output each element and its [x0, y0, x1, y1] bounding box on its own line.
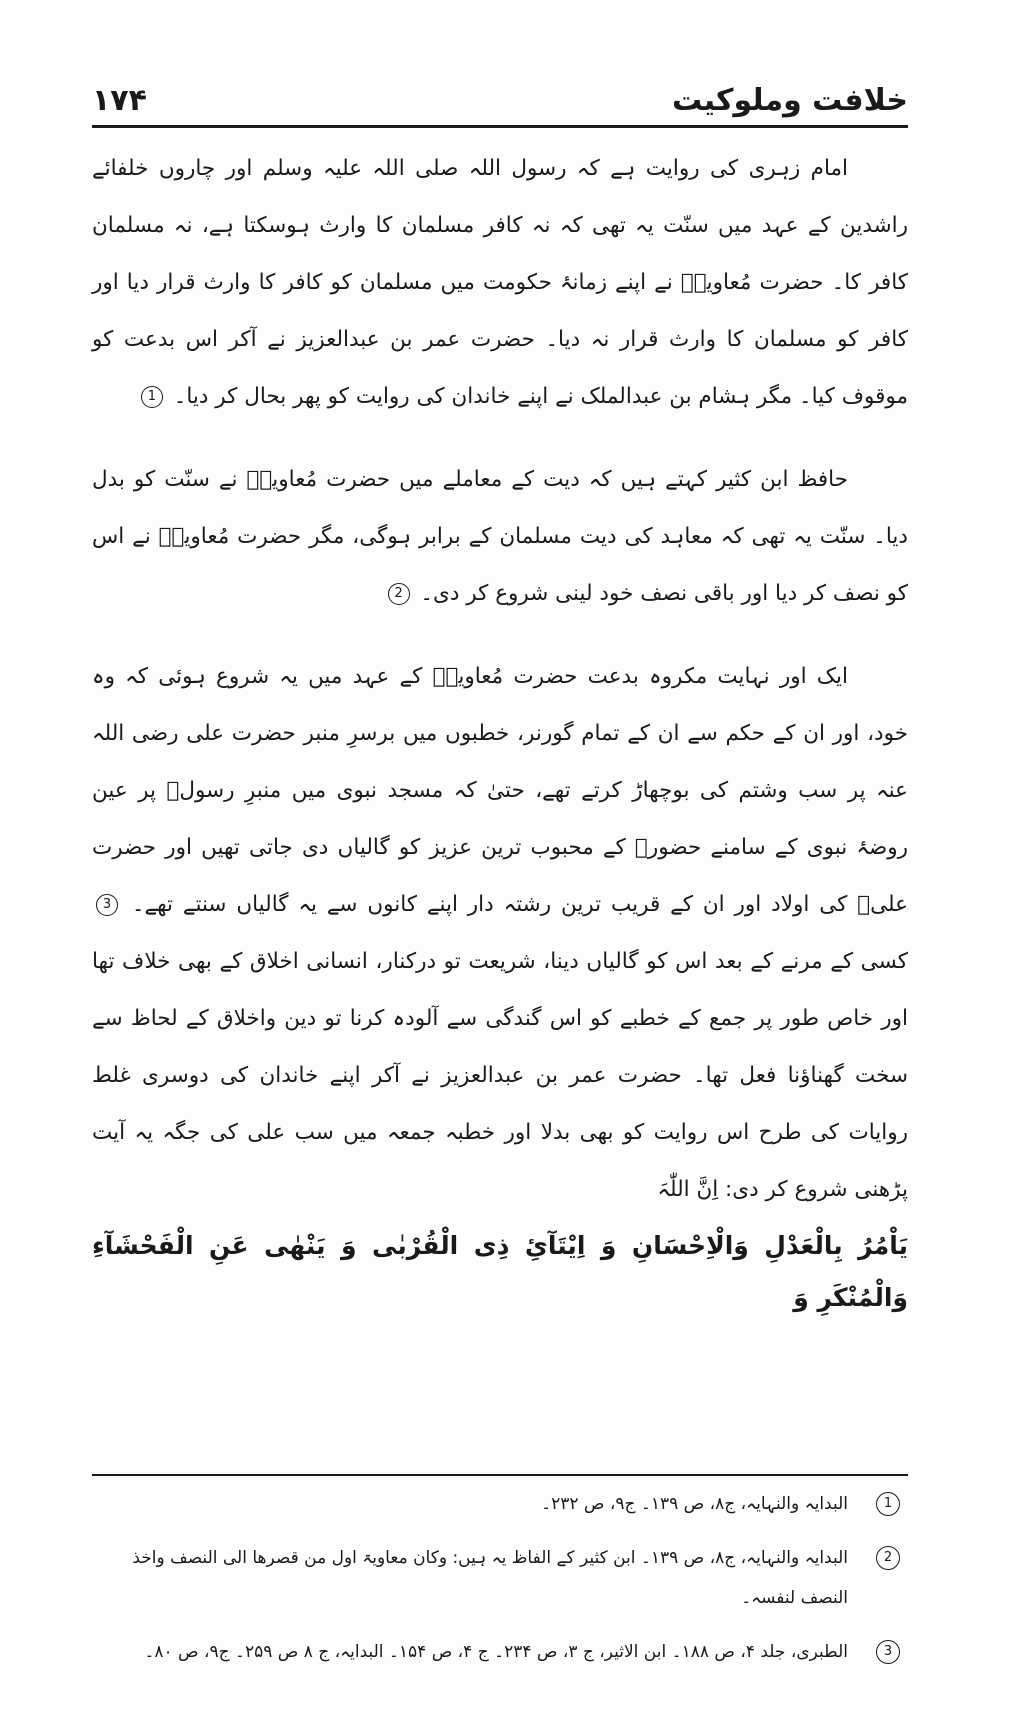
footnote-ref-1[interactable]: 1	[141, 386, 163, 408]
paragraph-1	[92, 140, 908, 425]
footnote-ref-2[interactable]: 2	[388, 583, 410, 605]
quran-verse: یَاْمُرُ بِالْعَدْلِ وَالْاِحْسَانِ وَ اِیْتَآئِ ذِی الْقُرْبٰی وَ یَنْھٰی عَنِ الْفَحْشَآءِ وَالْمُنْکَرِ وَ	[92, 1231, 908, 1312]
footnote-text: البدایہ والنہایہ، ج۸، ص ۱۳۹۔ ج۹، ص ۲۳۲۔	[541, 1494, 848, 1514]
paragraph-text: کسی کے مرنے کے بعد اس کو گالیاں دینا، شریعت تو درکنار، انسانی اخلاق کے بھی خلاف تھا اور خاص طور پر جمع کے خطبے کو اس گندگی سے آلودہ کرنا تو دین واخلاق کے لحاظ سے سخت گھناؤنا فعل تھا۔ حضرت عمر بن عبدالعزیز نے آکر اپنے خاندان کی دوسری غلط روایات کی طرح اس روایت کو بھی بدلا اور خطبہ جمعہ میں سب علی کی جگہ یہ آیت پڑھنی شروع کر دی: اِنَّ اللّٰہَ	[92, 949, 908, 1202]
main-text	[92, 140, 908, 1324]
footnote-number: 3	[876, 1640, 900, 1664]
page-number: ۱۷۴	[92, 83, 147, 118]
paragraph-text: امام زہری کی روایت ہے کہ رسول اللہ صلی اللہ علیہ وسلم اور چاروں خلفائے راشدین کے عہد میں سنّت یہ تھی کہ نہ کافر مسلمان کا وارث ہوسکتا ہے، نہ مسلمان کافر کا۔ حضرت مُعاویہؓ نے اپنے زمانۂ حکومت میں مسلمان کو کافر کا وارث قرار دیا اور کافر کو مسلمان کا وارث قرار نہ دیا۔ حضرت عمر بن عبدالعزیز نے آکر اس بدعت کو موقوف کیا۔ مگر ہشام بن عبدالملک نے اپنے خاندان کی روایت کو پھر بحال کر دیا۔	[92, 156, 908, 409]
paragraph-3	[92, 648, 908, 1324]
footnote-1	[92, 1484, 908, 1524]
footnote-2	[92, 1538, 908, 1618]
footnote-ref-3[interactable]: 3	[96, 894, 118, 916]
book-title: خلافت وملوکیت	[672, 83, 908, 118]
footnote-text: البدایہ والنہایہ، ج۸، ص ۱۳۹۔ ابن کثیر کے الفاظ یہ ہیں: وکان معاویۃ اول من قصرھا الی النصف واخذ النصف لنفسہ۔	[132, 1548, 848, 1608]
footnotes	[92, 1484, 908, 1686]
footnote-text: الطبری، جلد ۴، ص ۱۸۸۔ ابن الاثیر، ج ۳، ص ۲۳۴۔ ج ۴، ص ۱۵۴۔ البدایہ، ج ۸ ص ۲۵۹۔ ج۹، ص ۸۰۔	[144, 1642, 848, 1662]
footnote-number: 1	[876, 1492, 900, 1516]
footnote-divider	[92, 1474, 908, 1476]
footnote-number: 2	[876, 1546, 900, 1570]
paragraph-text: ایک اور نہایت مکروہ بدعت حضرت مُعاویہؓ کے عہد میں یہ شروع ہوئی کہ وہ خود، اور ان کے حکم سے ان کے تمام گورنر، خطبوں میں برسرِ منبر حضرت علی رضی اللہ عنہ پر سب وشتم کی بوچھاڑ کرتے تھے، حتیٰ کہ مسجد نبوی میں منبرِ رسولؐ پر عین روضۂ نبوی کے سامنے حضورؐ کے محبوب ترین عزیز کو گالیاں دی جاتی تھیں اور حضرت علیؓ کی اولاد اور ان کے قریب ترین رشتہ دار اپنے کانوں سے یہ گالیاں سنتے تھے۔	[92, 664, 908, 917]
page-header	[92, 78, 908, 124]
footnote-3	[92, 1632, 908, 1672]
paragraph-text: حافظ ابن کثیر کہتے ہیں کہ دیت کے معاملے میں حضرت مُعاویہؓ نے سنّت کو بدل دیا۔ سنّت یہ تھی کہ معاہد کی دیت مسلمان کے برابر ہوگی، مگر حضرت مُعاویہؓ نے اس کو نصف کر دیا اور باقی نصف خود لینی شروع کر دی۔	[92, 467, 908, 606]
paragraph-2	[92, 451, 908, 622]
header-divider	[92, 125, 908, 128]
